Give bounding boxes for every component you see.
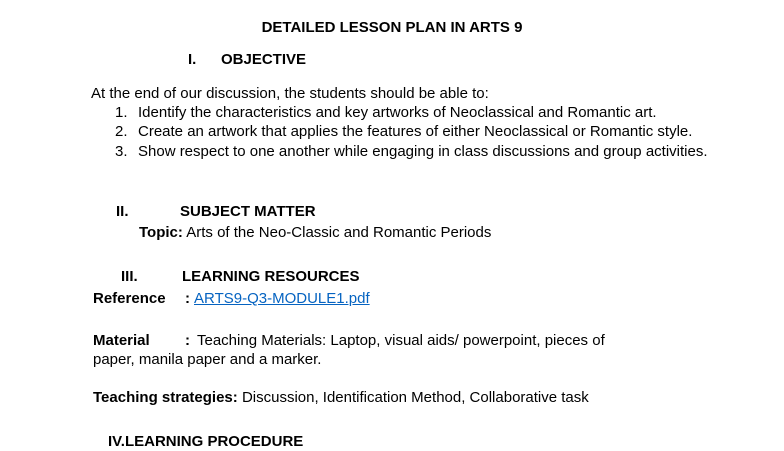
material-label: Material — [93, 332, 150, 349]
subject-matter-heading: SUBJECT MATTER — [180, 203, 316, 220]
objective-item-text: Create an artwork that applies the features of either Neoclassical or Romantic style. — [138, 123, 693, 140]
objective-heading: OBJECTIVE — [221, 51, 307, 68]
material-colon: : — [185, 332, 190, 349]
reference-label: Reference — [93, 290, 166, 307]
learning-resources-heading: LEARNING RESOURCES — [182, 268, 360, 285]
material-line-1: Teaching Materials: Laptop, visual aids/ powerpoint, pieces of — [197, 332, 605, 349]
objective-item-text: Identify the characteristics and key artworks of Neoclassical and Romantic art. — [138, 104, 657, 121]
objective-item-number: 1. — [115, 104, 128, 121]
objective-intro: At the end of our discussion, the students should be able to: — [91, 85, 489, 102]
objective-item-number: 2. — [115, 123, 128, 140]
objective-numeral: I. — [188, 51, 197, 68]
learning-resources-numeral: III. — [121, 268, 138, 285]
strategies-label: Teaching strategies: — [93, 389, 238, 406]
topic-label: Topic: — [139, 224, 183, 241]
topic-value: Arts of the Neo-Classic and Romantic Periods — [186, 224, 492, 241]
reference-link[interactable]: ARTS9-Q3-MODULE1.pdf — [194, 290, 370, 307]
material-line-2: paper, manila paper and a marker. — [93, 351, 322, 368]
topic-line — [139, 224, 491, 242]
document-title: DETAILED LESSON PLAN IN ARTS 9 — [261, 19, 523, 36]
subject-matter-numeral: II. — [116, 203, 129, 220]
strategies-line — [93, 389, 589, 407]
strategies-value: Discussion, Identification Method, Collaborative task — [241, 389, 589, 406]
reference-colon: : — [185, 290, 190, 307]
objective-item-number: 3. — [115, 143, 128, 160]
learning-procedure-heading: IV.LEARNING PROCEDURE — [108, 433, 304, 450]
objective-item-text: Show respect to one another while engaging in class discussions and group activities. — [138, 143, 708, 160]
